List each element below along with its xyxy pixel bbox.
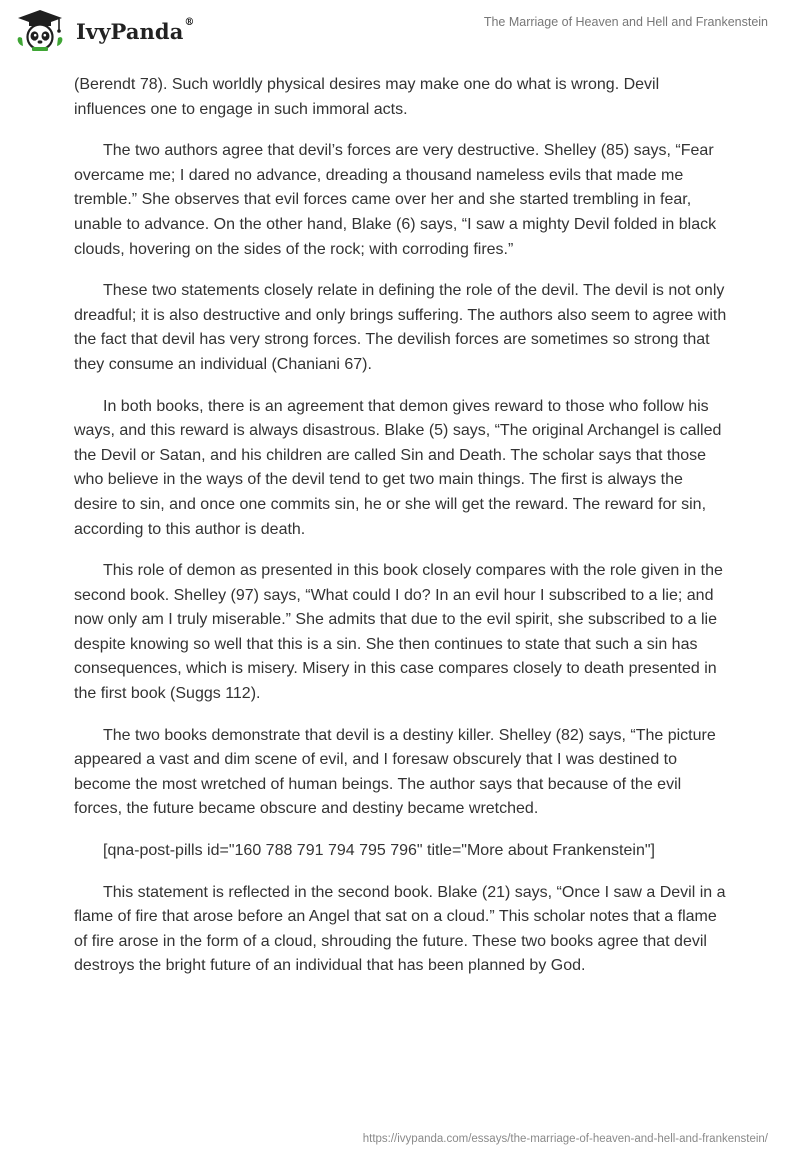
source-url[interactable]: https://ivypanda.com/essays/the-marriage-of-heaven-and-hell-and-frankenstein/: [362, 1133, 768, 1145]
paragraph: These two statements closely relate in defining the role of the devil. The devil is not only dreadful; it is also destructive and only brings suffering. The authors also seem to agree with the fact that devil has very strong forces. The devilish forces are sometimes so strong that they consume an individual (Chaniani 67).: [74, 282, 727, 373]
panda-logo-icon[interactable]: [14, 8, 66, 52]
paragraph: (Berendt 78). Such worldly physical desires may make one do what is wrong. Devil influences one to engage in such immoral acts.: [74, 76, 660, 118]
document-title: The Marriage of Heaven and Hell and Frankenstein: [483, 15, 768, 29]
registered-mark: ®: [184, 17, 195, 28]
paragraph: In both books, there is an agreement that demon gives reward to those who follow his ways, and this reward is always disastrous. Blake (5) says, “The original Archangel is called the Devil or Satan, and his children are called Sin and Death. The scholar says that those who believe in the ways of the devil tend to get two main things. The first is always the desire to sin, and once one commits sin, he or she will get the reward. The reward for sin, according to this author is death.: [74, 397, 722, 538]
paragraph: The two books demonstrate that devil is a destiny killer. Shelley (82) says, “The picture appeared a vast and dim scene of evil, and I foresaw obscurely that I was destined to become the most wretched of human beings. The author says that because of the evil forces, the future became obscure and destiny became wretched.: [74, 726, 716, 818]
essay-body: [74, 73, 730, 996]
paragraph: The two authors agree that devil’s forces are very destructive. Shelley (85) says, “Fear overcame me; I dared no advance, dreading a thousand nameless evils that made me tremble.” She observes that evil forces came over her and she started trembling in fear, unable to advance. On the other hand, Blake (6) says, “I saw a mighty Devil folded in black clouds, hovering on the sides of the rock; with corroding fires.”: [74, 142, 717, 258]
shortcode-line: [qna-post-pills id="160 788 791 794 795 796" title="More about Frankenstein"]: [103, 842, 655, 860]
brand-name[interactable]: [76, 19, 195, 44]
page-header: [0, 0, 800, 60]
brand-name-text[interactable]: IvyPanda: [76, 19, 184, 44]
paragraph: This statement is reflected in the second book. Blake (21) says, “Once I saw a Devil in a flame of fire that arose before an Angel that sat on a cloud.” This scholar notes that a flame of fire arose in the form of a cloud, shrouding the future. These two books agree that devil destroys the bright future of an individual that has been planned by God.: [74, 883, 726, 975]
paragraph: This role of demon as presented in this book closely compares with the role given in the second book. Shelley (97) says, “What could I do? In an evil hour I subscribed to a lie; and now only am I truly miserable.” She admits that due to the evil spirit, she subscribed to a lie despite knowing so well that this is a sin. She then continues to state that such a sin has consequences, which is misery. Misery in this case compares closely to death presented in the first book (Suggs 112).: [74, 562, 723, 703]
